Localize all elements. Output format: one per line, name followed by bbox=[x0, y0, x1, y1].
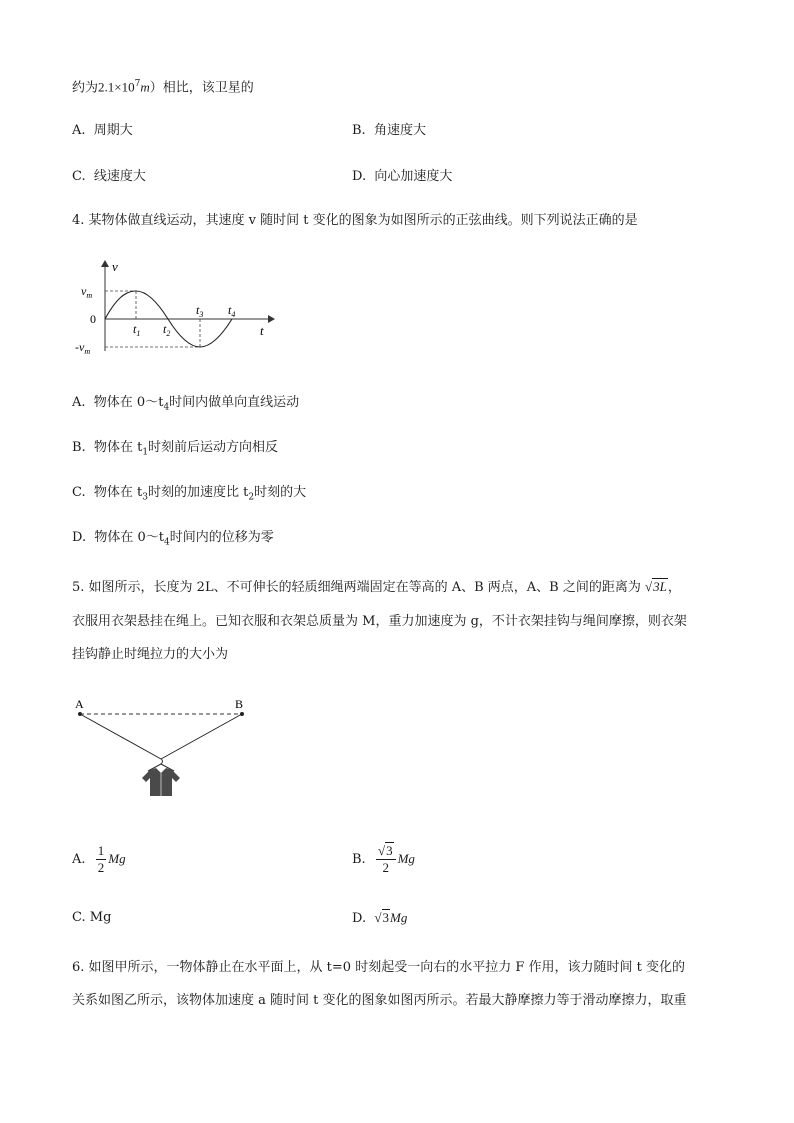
point-b-label: B bbox=[235, 697, 244, 711]
frac-den: 2 bbox=[97, 860, 105, 875]
option-text: 角速度大 bbox=[373, 123, 426, 138]
frac-num: 1 bbox=[97, 843, 105, 858]
q4-option-d[interactable] bbox=[72, 528, 274, 553]
v-axis-label: v bbox=[112, 259, 118, 274]
option-letter: C. bbox=[72, 910, 86, 925]
q5-option-b[interactable] bbox=[352, 843, 415, 876]
sqrt-radicand: 3 bbox=[382, 910, 389, 925]
option-sub: 2 bbox=[248, 492, 255, 503]
t1-label: $t_1$ bbox=[133, 322, 141, 338]
option-letter: B. bbox=[72, 440, 86, 455]
q3-cont-value: 2.1×10 bbox=[98, 79, 135, 95]
option-text: 物体在 0～t bbox=[94, 530, 164, 545]
option-letter: C. bbox=[72, 169, 86, 184]
neg-vm-label: $-v_m$ bbox=[75, 340, 91, 355]
q5-stem-line2: 衣服用衣架悬挂在绳上。已知衣服和衣架总质量为 M，重力加速度为 g，不计衣架挂钩与绳间摩擦，则衣架 bbox=[72, 614, 687, 629]
frac-num: √3 bbox=[376, 843, 396, 860]
q3-cont-post: ）相比，该卫星的 bbox=[149, 80, 254, 96]
option-sub: 4 bbox=[163, 402, 170, 413]
q5-option-a[interactable] bbox=[72, 843, 126, 876]
option-letter: D. bbox=[352, 911, 367, 926]
sqrt-3: √3 bbox=[374, 910, 389, 925]
option-text: 时间内做单向直线运动 bbox=[169, 395, 300, 410]
fraction-1-2 bbox=[96, 843, 107, 876]
option-letter: D. bbox=[72, 530, 87, 545]
q5-stem-punct: ， bbox=[667, 580, 681, 595]
option-text: 物体在 0～t bbox=[93, 395, 164, 410]
rope-left bbox=[80, 714, 161, 759]
q5-stem-line1 bbox=[72, 577, 681, 598]
option-text: 时刻的加速度比 t bbox=[147, 485, 249, 500]
option-text: 物体在 t bbox=[93, 440, 143, 455]
q5-hanger-figure bbox=[70, 695, 260, 805]
t4-label: $t_4$ bbox=[228, 303, 236, 319]
q5-option-d[interactable] bbox=[352, 908, 407, 929]
vm-label: $v_m$ bbox=[81, 284, 93, 300]
q3-option-c[interactable] bbox=[72, 167, 146, 187]
option-letter: A. bbox=[72, 123, 86, 138]
option-text: 物体在 t bbox=[93, 485, 143, 500]
sqrt-3L: √3L bbox=[645, 579, 667, 594]
fraction-sqrt3-2 bbox=[376, 843, 396, 876]
t-axis-label: t bbox=[260, 323, 264, 338]
sqrt-radicand: 3 bbox=[386, 843, 393, 858]
q3-option-d[interactable] bbox=[352, 167, 452, 187]
t3-label: $t_3$ bbox=[196, 303, 204, 319]
coat-icon bbox=[142, 768, 180, 796]
q3-cont-pre: 约为 bbox=[72, 80, 99, 96]
q3-option-b[interactable] bbox=[352, 121, 426, 141]
q4-option-a[interactable] bbox=[72, 393, 299, 418]
option-text: 线速度大 bbox=[93, 169, 146, 184]
q3-option-a[interactable] bbox=[72, 121, 133, 141]
option-text: 时刻前后运动方向相反 bbox=[148, 440, 279, 455]
option-letter: A. bbox=[72, 852, 86, 867]
origin-label: 0 bbox=[90, 312, 96, 326]
point-a-label: A bbox=[75, 697, 84, 711]
option-text: 时间内的位移为零 bbox=[169, 530, 274, 545]
q6-stem-line2: 关系如图乙所示，该物体加速度 a 随时间 t 变化的图象如图丙所示。若最大静摩擦力等于滑动摩擦力，取重 bbox=[72, 993, 687, 1008]
option-letter: D. bbox=[352, 169, 367, 184]
rope-right bbox=[161, 714, 242, 759]
option-math: Mg bbox=[397, 851, 415, 866]
q4-velocity-time-graph bbox=[72, 255, 282, 355]
q3-cont-exp: 7 bbox=[134, 79, 141, 89]
option-sub: 4 bbox=[164, 537, 170, 548]
option-text: 向心加速度大 bbox=[374, 169, 453, 184]
option-letter: B. bbox=[352, 123, 366, 138]
option-sub: 1 bbox=[142, 447, 149, 458]
option-text: 时刻的大 bbox=[254, 485, 307, 500]
q3-cont-unit: m bbox=[140, 79, 150, 95]
option-letter: B. bbox=[352, 852, 366, 867]
option-text: Mg bbox=[89, 910, 112, 925]
option-text: 周期大 bbox=[93, 123, 133, 138]
q6-stem-line1: 6. 如图甲所示，一物体静止在水平面上，从 t=0 时刻起受一向右的水平拉力 F 作用，该力随时间 t 变化的 bbox=[72, 960, 685, 975]
option-sub: 3 bbox=[142, 492, 148, 503]
q5-option-c[interactable] bbox=[72, 908, 111, 928]
t2-label: $t_2$ bbox=[163, 322, 171, 338]
q4-stem: 4. 某物体做直线运动，其速度 v 随时间 t 变化的图象为如图所示的正弦曲线。则下列说法正确的是 bbox=[72, 213, 638, 228]
option-letter: A. bbox=[72, 395, 86, 410]
option-math: Mg bbox=[390, 910, 408, 925]
sqrt-radicand: 3L bbox=[653, 579, 667, 594]
q3-stem-continuation bbox=[72, 74, 254, 98]
frac-den: 2 bbox=[382, 860, 390, 875]
q4-option-c[interactable] bbox=[72, 483, 306, 508]
option-math: Mg bbox=[108, 851, 126, 866]
hanger-hook bbox=[161, 759, 163, 764]
q5-stem-line3: 挂钩静止时绳拉力的大小为 bbox=[72, 647, 229, 662]
option-letter: C. bbox=[72, 485, 86, 500]
q4-option-b[interactable] bbox=[72, 438, 278, 463]
q5-stem-text: 5. 如图所示，长度为 2L、不可伸长的轻质细绳两端固定在等高的 A、B 两点，A、B 之间的距离为 bbox=[72, 580, 641, 595]
